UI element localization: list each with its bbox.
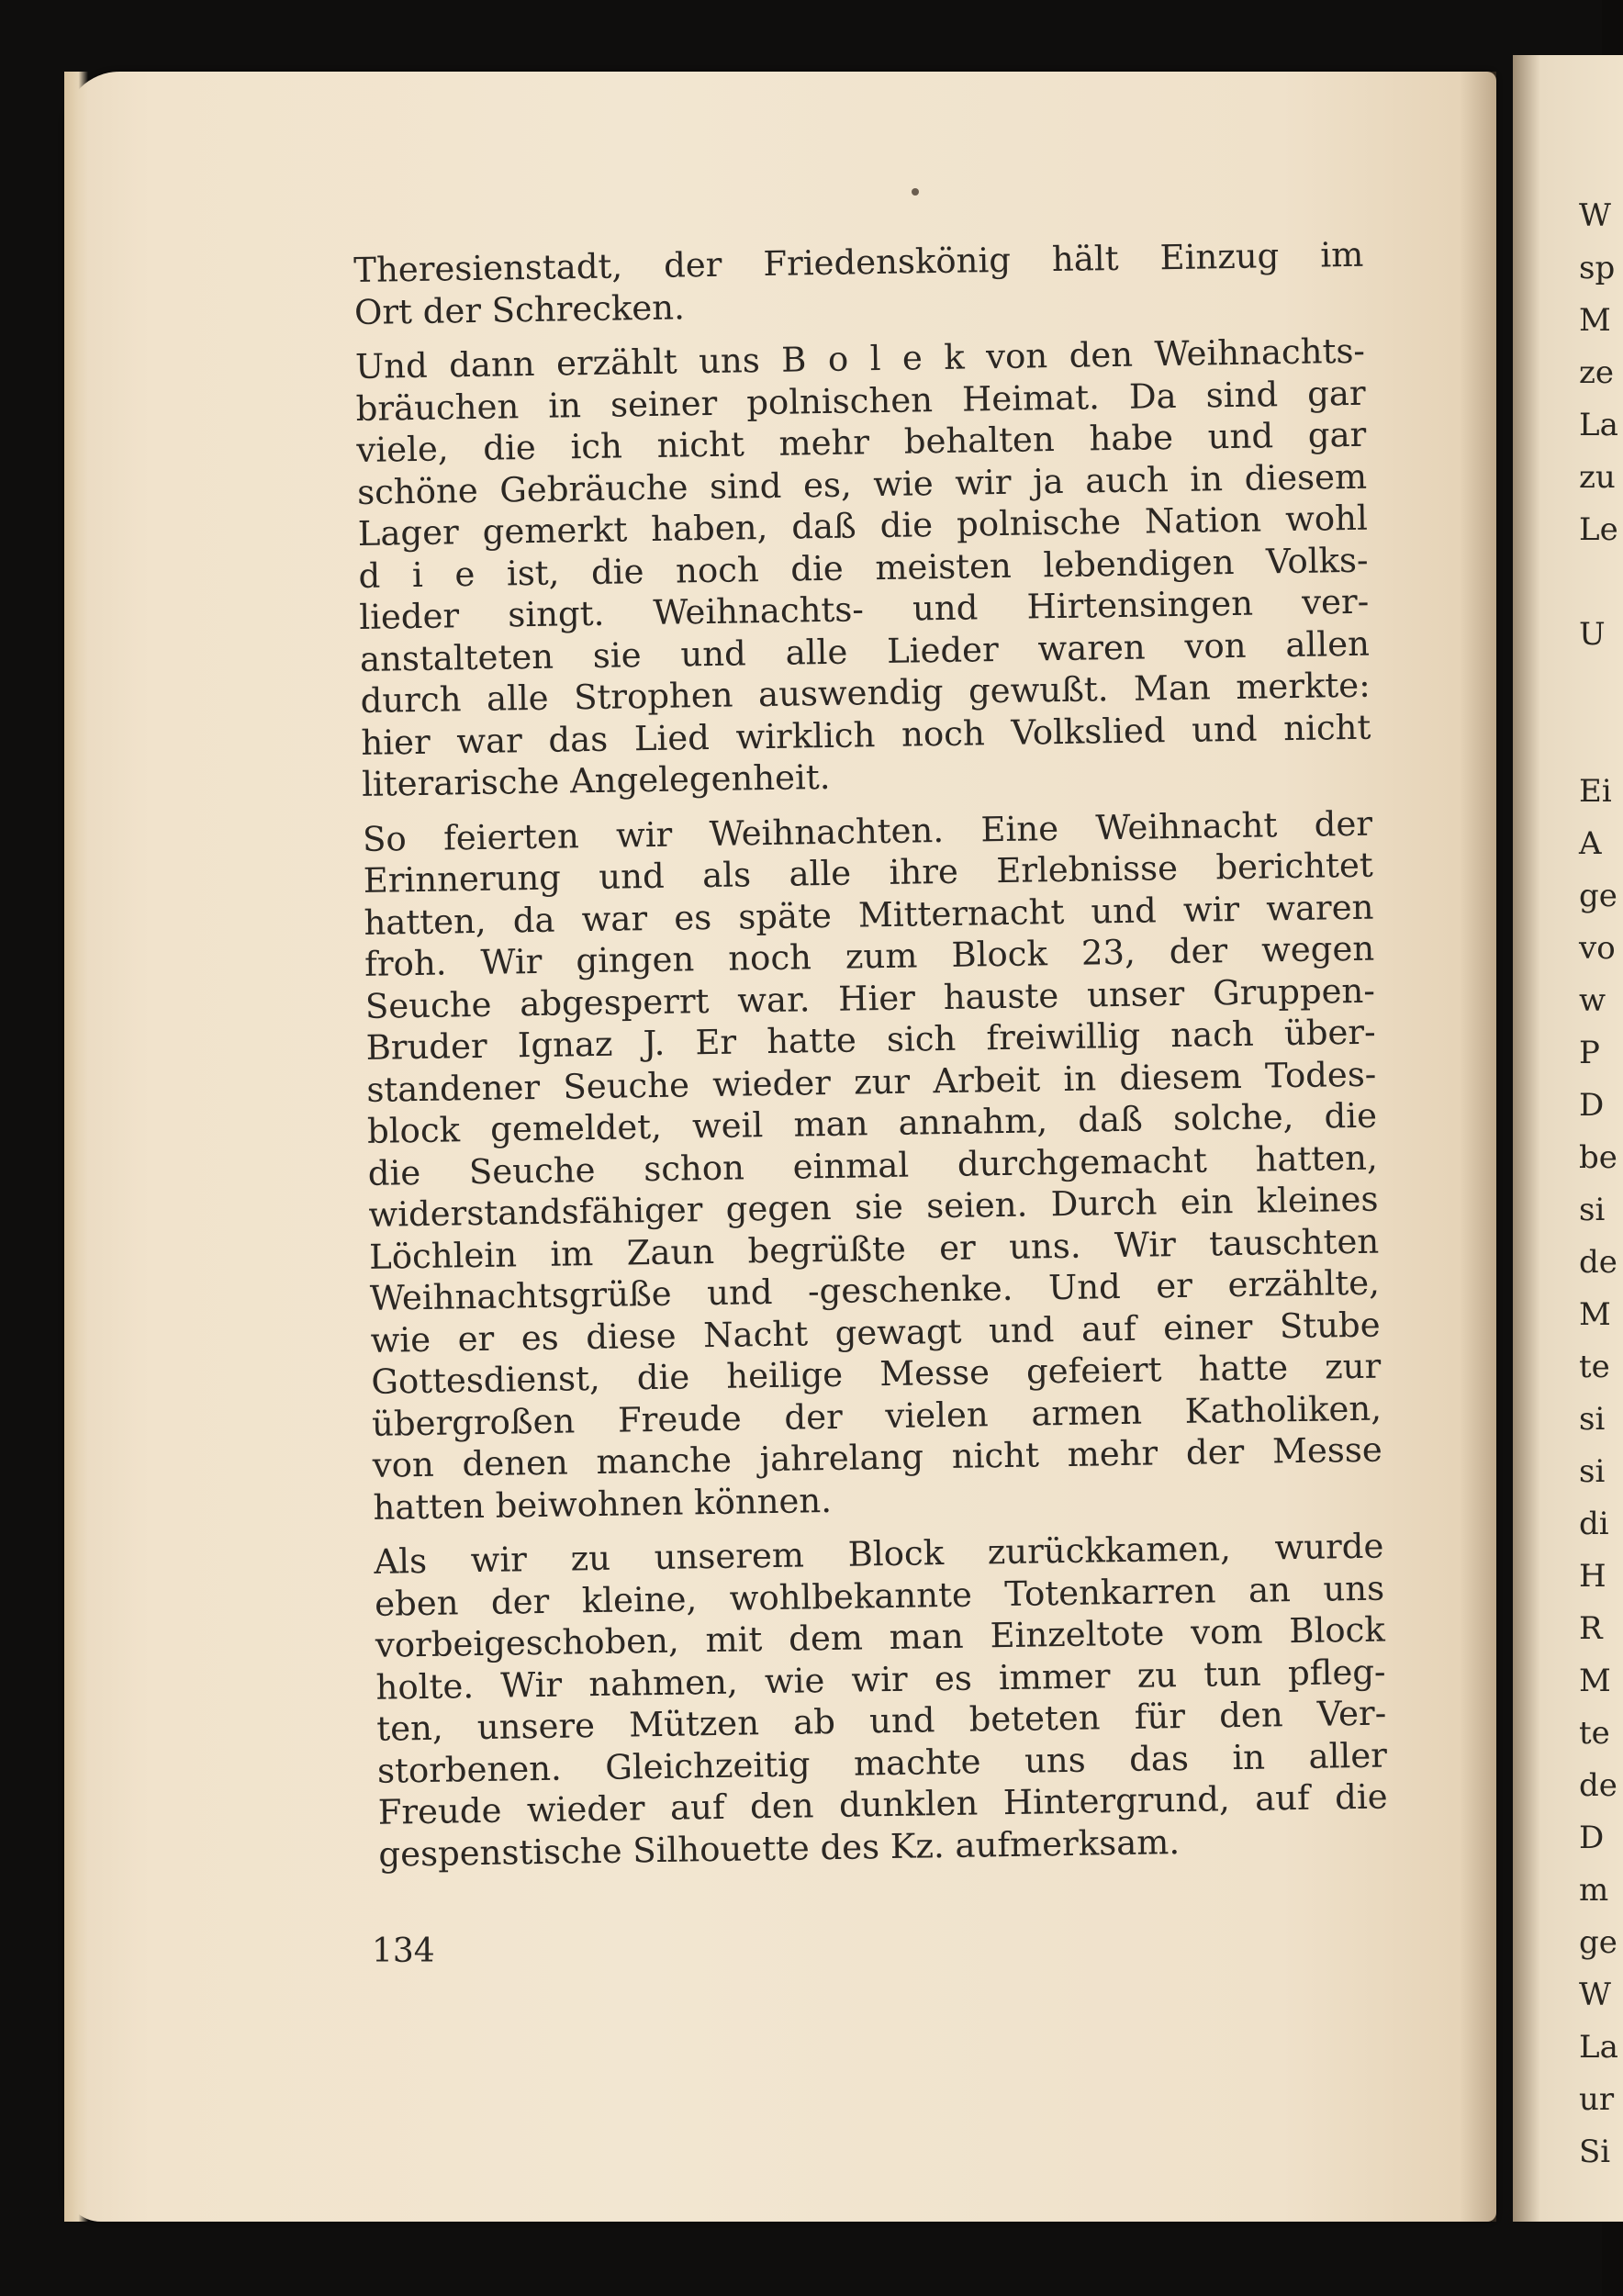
facing-page-fragment: m <box>1579 1872 1609 1909</box>
text-line: standener Seuche wieder zur Arbeit in diesem Todes- <box>366 1054 1377 1110</box>
text-line: froh. Wir gingen noch zum Block 23, der wegen <box>364 928 1375 984</box>
facing-page-fragment: di <box>1579 1506 1609 1542</box>
text-line: Als wir zu unserem Block zurückkamen, wurde <box>374 1526 1384 1582</box>
text-line: widerstandsfähiger gegen sie seien. Durch ein kleines <box>368 1179 1379 1235</box>
facing-page-fragment: La <box>1579 2029 1618 2066</box>
facing-page-fragment: U <box>1579 616 1606 653</box>
text-line: gespenstische Silhouette des Kz. aufmerksam. <box>378 1821 1181 1875</box>
facing-page-fragment: Si <box>1579 2134 1611 2170</box>
text-line: bräuchen in seiner polnischen Heimat. Da sind gar <box>355 373 1366 429</box>
facing-page-fragment: be <box>1579 1139 1617 1176</box>
text-line: Weihnachtsgrüße und -geschenke. Und er erzählte, <box>369 1262 1381 1318</box>
text-line: durch alle Strophen auswendig gewußt. Man merkte: <box>360 665 1371 721</box>
text-line: anstalteten sie und alle Lieder waren von allen <box>359 623 1371 679</box>
facing-page-fragment: de <box>1579 1767 1617 1804</box>
text-line: vorbeigeschoben, mit dem man Einzeltote vom Block <box>375 1609 1386 1665</box>
facing-page-fragment: Le <box>1579 511 1618 548</box>
text-line: Und dann erzählt uns B o l e k von den Weihnachts- <box>354 330 1366 386</box>
body-text <box>353 234 1389 1888</box>
text-line: hier war das Lied wirklich noch Volkslied und nicht <box>361 707 1371 763</box>
facing-page-fragment: te <box>1579 1349 1610 1385</box>
page-fore-edge <box>64 72 88 2222</box>
facing-page-fragment: La <box>1579 407 1618 443</box>
facing-page-fragment: si <box>1579 1453 1606 1490</box>
facing-page-fragment: ur <box>1579 2081 1615 2118</box>
facing-page-fragment: zu <box>1579 459 1616 496</box>
text-line: viele, die ich nicht mehr behalten habe und gar <box>356 414 1367 470</box>
facing-page-fragment: P <box>1579 1035 1600 1071</box>
facing-page-fragment: de <box>1579 1244 1617 1281</box>
facing-page-fragment: si <box>1579 1192 1606 1228</box>
paragraph <box>355 330 1372 806</box>
text-line: Erinnerung und als alle ihre Erlebnisse berichtet <box>363 845 1374 901</box>
text-line: Löchlein im Zaun begrüßte er uns. Wir tauschten <box>368 1221 1380 1277</box>
facing-page-fragment: A <box>1579 825 1602 862</box>
text-line: Seuche abgesperrt war. Hier hauste unser Gruppen- <box>364 970 1376 1026</box>
text-line: hatten, da war es späte Mitternacht und wir waren <box>364 887 1374 943</box>
facing-page-fragment: ge <box>1579 878 1617 914</box>
text-line: hatten beiwohnen können. <box>373 1480 833 1528</box>
text-line: So feierten wir Weihnachten. Eine Weihnacht der <box>362 803 1373 859</box>
facing-page-fragment: vo <box>1579 930 1616 967</box>
facing-page-fragment: D <box>1579 1820 1605 1856</box>
gutter-shadow <box>1460 72 1496 2222</box>
text-line: Gottesdienst, die heilige Messe gefeiert hatte zur <box>371 1346 1382 1402</box>
text-line: Freude wieder auf den dunklen Hintergrund, auf die <box>377 1776 1388 1832</box>
facing-page-fragment: Ei <box>1579 773 1612 810</box>
text-line: übergroßen Freude der vielen armen Katholiken, <box>371 1388 1382 1444</box>
facing-page-fragment: w <box>1579 982 1606 1019</box>
facing-page-fragment: H <box>1579 1558 1606 1595</box>
text-line: d i e ist, die noch die meisten lebendigen Volks- <box>358 540 1369 596</box>
facing-page-fragment: sp <box>1579 250 1616 286</box>
text-line: block gemeldet, weil man annahm, daß solche, die <box>366 1095 1378 1151</box>
facing-page-fragment: W <box>1579 1977 1611 2013</box>
facing-page-fragment: D <box>1579 1087 1605 1124</box>
facing-page-fragment: M <box>1579 1663 1611 1699</box>
text-line: lieder singt. Weihnachts- und Hirtensingen ver- <box>358 581 1370 637</box>
page-number: 134 <box>372 1932 435 1970</box>
facing-page-fragment: si <box>1579 1401 1606 1438</box>
facing-page-fragment: ge <box>1579 1924 1617 1961</box>
facing-page-fragment: W <box>1579 197 1611 234</box>
facing-page-fragment: M <box>1579 1296 1611 1333</box>
text-line: schöne Gebräuche sind es, wie wir ja auch in diesem <box>356 456 1368 512</box>
facing-page-edge <box>1513 55 1623 2222</box>
text-line: storbenen. Gleichzeitig machte uns das in aller <box>376 1735 1388 1791</box>
text-line: holte. Wir nahmen, wie wir es immer zu tun pfleg- <box>375 1652 1386 1708</box>
paragraph <box>374 1526 1389 1876</box>
text-line: die Seuche schon einmal durchgemacht hatten, <box>367 1137 1379 1193</box>
text-line: wie er es diese Nacht gewagt und auf einer Stube <box>370 1305 1381 1361</box>
text-line: eben der kleine, wohlbekannte Totenkarren an uns <box>374 1568 1385 1624</box>
text-line: Lager gemerkt haben, daß die polnische Nation wohl <box>357 498 1369 554</box>
paragraph <box>363 802 1383 1529</box>
facing-page-fragment: te <box>1579 1715 1610 1752</box>
text-line: Theresienstadt, der Friedenskönig hält Einzug im <box>353 234 1364 290</box>
facing-page-fragment: ze <box>1579 354 1615 391</box>
text-line: von denen manche jahrelang nicht mehr der Messe <box>372 1429 1383 1485</box>
ink-speck <box>912 188 919 196</box>
text-line: ten, unsere Mützen ab und beteten für den Ver- <box>375 1693 1387 1749</box>
facing-page-fragment: M <box>1579 302 1611 339</box>
text-line: Ort der Schrecken. <box>353 286 686 332</box>
text-line: Bruder Ignaz J. Er hatte sich freiwillig nach über- <box>365 1012 1376 1068</box>
paragraph <box>353 234 1364 333</box>
text-line: literarische Angelegenheit. <box>361 756 831 804</box>
facing-page-fragment: R <box>1579 1610 1603 1647</box>
